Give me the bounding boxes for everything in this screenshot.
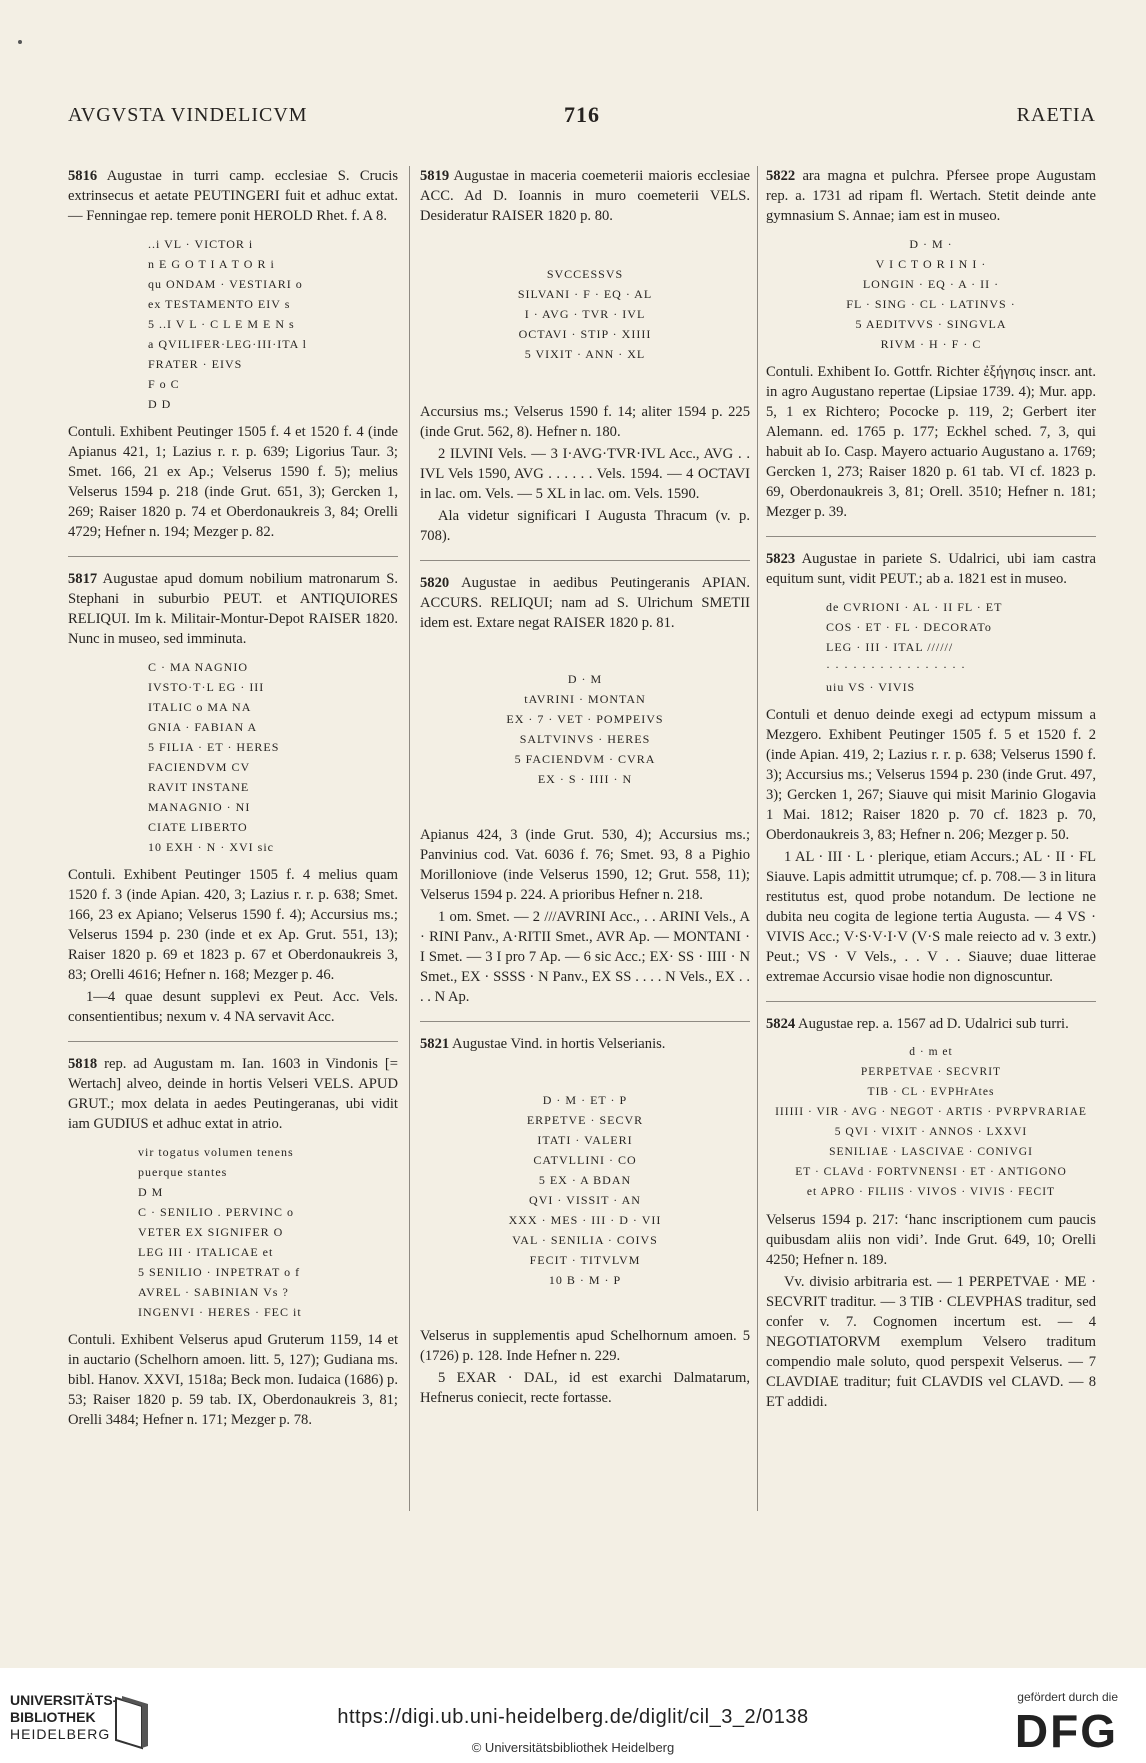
inscription-line: ERPETVE · SECVR [526,1113,644,1127]
inscription-line: 5 EX · A BDAN [538,1173,632,1187]
entry-comment: Velserus 1594 p. 217: ‘hanc inscriptionem cum paucis quibusdam aliis non vidi’. Inde Grut. 649, 10; Orelli 4250; Hefner n. 189. [766,1212,1096,1268]
permalink-url[interactable]: https://digi.ub.uni-heidelberg.de/diglit/cil_3_2/0138 [337,1706,809,1728]
inscription-line: INGENVI · HERES · FEC it [138,1305,302,1319]
entry-comment: Velserus in supplementis apud Schelhornum amoen. 5 (1726) p. 128. Inde Hefner n. 229. [420,1328,750,1364]
entry-separator [68,556,398,557]
entry-comment: Accursius ms.; Velserus 1590 f. 14; aliter 1594 p. 225 (inde Grut. 562, 8). Hefner n. 180. [420,404,750,440]
inscription [68,657,398,857]
inscription-line: GNIA · FABIAN A [148,720,258,734]
inscription-line: 5 FILIA · ET · HERES [148,740,280,754]
entry-intro [420,573,750,633]
inscription-line: PERPETVAE · SECVRIT [860,1066,1002,1078]
entry-comment: Contuli et denuo deinde exegi ad ectypum missum a Mezgero. Exhibent Peutinger 1505 f. 5 et 1520 f. 2 (inde Apian. 419, 2; Lazius r. r. p. 638; Velserus 1590 f. 3); Accursius ms.; Velserus 1594 p. 230 (inde Grut. 497, 3); Gercken 1, 267; Siauve qui misit Marinio Glogavia 1 Mai. 1812; Raiser 1820 p. 70 cf. 1823 p. 70, Oberdonaukreis 3, 83; Hefner n. 206; Mezger p. 50. [766,707,1096,843]
inscription-line: FACIENDVM CV [148,760,251,774]
inscription-line: LEG III · ITALICAE et [138,1245,274,1259]
inscription [420,669,750,789]
entry-intro [68,1054,398,1134]
inscription [68,1142,398,1322]
inscription-line: LEG · III · ITAL ////// [826,640,954,654]
inscription-line: F o C [148,377,180,391]
inscription-line: D M [138,1185,164,1199]
inscription-line: FL · SING · CL · LATINVS · [846,297,1016,311]
column-3 [766,166,1096,1414]
inscription-line: de CVRIONI · AL · II FL · ET [826,600,1003,614]
inscription-line: AVREL · SABINIAN Vs ? [138,1285,289,1299]
entry-intro-text: Augustae in aedibus Peutingeranis APIAN. ACCURS. RELIQUI; nam ad S. Ulrichum SMETII idem est. Extare negat RAISER 1820 p. 81. [420,575,750,631]
inscription-line: 5 AEDITVVS · SINGVLA [855,317,1007,331]
entry-separator [420,560,750,561]
inscription-line: n E G O T I A T O R i [148,257,275,271]
entry-number: 5824 [766,1016,796,1032]
entry-5822 [766,166,1096,522]
entry-note: 5 EXAR · DAL, id est exarchi Dalmatarum, Hefnerus coniecit, recte fortasse. [420,1370,750,1406]
inscription-line: TIB · CL · EVPHrAtes [867,1086,995,1098]
entry-number: 5818 [68,1056,98,1072]
inscription [766,1042,1096,1202]
entry-note: 1—4 quae desunt supplevi ex Peut. Acc. Vels. consentientibus; nexum v. 4 NA servavit Acc. [68,989,398,1025]
digitization-footer [0,1668,1146,1763]
column-1 [68,166,398,1432]
entry-note: 1 AL · III · L · plerique, etiam Accurs.; AL · II · FL Siauve. Lapis admittit utrumque; cf. p. 708.— 3 in litura restitutus est, quod probe notandum. De lectione ne dubita neu cogita de legione tertia Augusta. — 4 VS · VIVIS Acc.; V·S·V·I·V (V·S male reiecto ad v. 3 extr.) Peut.; VS · V Vels., . . V . . Siauve; duae litterae extremae Accursio visae hodie non dignoscuntur. [766,849,1096,985]
entry-comment: Contuli. Exhibent Peutinger 1505 f. 4 et 1520 f. 4 (inde Apianus 421, 1; Lazius r. r. p. 639; Ligorius Taur. 3; Smet. 166, 21 ex Ap.; Velserus 1590 f. 5); melius Velserus 1594 p. 218 (inde Grut. 651, 3); Gercken 1, 269; Raiser 1820 p. 74 et Oberdonaukreis 3, 84; Orelli 4729; Hefner n. 194; Mezger p. 82. [68,424,398,540]
library-name-line: UNIVERSITÄTS- [10,1692,118,1708]
inscription-line: d · m et [909,1046,953,1058]
inscription-line: 5 FACIENDVM · CVRA [514,752,656,766]
entry-number: 5822 [766,168,796,184]
entry-separator [766,1001,1096,1002]
inscription-line: uiu VS · VIVIS [826,680,916,694]
inscription-line: COS · ET · FL · DECORATo [826,620,992,634]
library-name-line: HEIDELBERG [10,1726,111,1742]
entry-intro-text: Augustae in pariete S. Udalrici, ubi iam castra equitum sunt, vidit PEUT.; ab a. 1821 est in museo. [766,551,1096,587]
inscription-line: FRATER · EIVS [148,357,243,371]
inscription-line: SENILIAE · LASCIVAE · CONIVGI [829,1146,1033,1158]
inscription-line: 5 ..I V L · C L E M E N s [148,317,295,331]
inscription-line: CATVLLINI · CO [533,1153,637,1167]
inscription-line: ITALIC o MA NA [148,700,252,714]
margin-dot [18,40,22,44]
inscription-line: 10 B · M · P [548,1273,622,1287]
inscription-line: 5 VIXIT · ANN · XL [524,347,646,361]
entry-intro-text: Augustae rep. a. 1567 ad D. Udalrici sub turri. [798,1016,1069,1032]
inscription-line: D · M [567,672,603,686]
entry-note: 2 ILVINI Vels. — 3 I·AVG·TVR·IVL Acc., AVG . . IVL Vels 1590, AVG . . . . . . Vels. 1594. — 4 OCTAVI in lac. om. Vels. — 5 XL in lac. om. Vels. 1590. [420,446,750,502]
inscription-line: VAL · SENILIA · COIVS [512,1233,658,1247]
entry-separator [420,1021,750,1022]
copyright-notice: © Universitätsbibliothek Heidelberg [471,1740,675,1755]
inscription-line: ..i VL · VICTOR i [148,237,254,251]
inscription-line: QVI · VISSIT · AN [529,1193,641,1207]
inscription-line: 5 QVI · VIXIT · ANNOS · LXXVI [834,1126,1028,1138]
entry-separator [68,1041,398,1042]
inscription-line: I · AVG · TVR · IVL [524,307,646,321]
entry-intro-text: Augustae apud domum nobilium matronarum S. Stephani in suburbio PEUT. et ANTIQUIORES RELIQUI. Im k. Militair-Montur-Depot RAISER 1820. Nunc in museo, sed imminuta. [68,571,398,647]
inscription-line: vir togatus volumen tenens [138,1145,294,1159]
entry-intro-text: Augustae in maceria coemeterii maioris ecclesiae ACC. Ad D. Ioannis in muro coemeterii VELS. Desideratur RAISER 1820 p. 80. [420,168,750,224]
entry-5821 [420,1034,750,1408]
page-header [68,104,1096,136]
inscription-line: EX · S · IIII · N [537,772,633,786]
inscription-line: D · M · ET · P [542,1093,628,1107]
inscription [420,1090,750,1290]
inscription-line: FECIT · TITVLVM [529,1253,641,1267]
inscription-line: C · MA NAGNIO [148,660,248,674]
inscription [68,234,398,414]
entry-note: Ala videtur significari I Augusta Thracum (v. p. 708). [420,508,750,544]
entry-number: 5820 [420,575,450,591]
entry-intro [68,569,398,649]
inscription-line: 10 EXH · N · XVI sic [148,840,274,854]
inscription-line: CIATE LIBERTO [148,820,248,834]
entry-number: 5819 [420,168,450,184]
inscription-line: SALTVINVS · HERES [519,732,651,746]
entry-5818 [68,1054,398,1430]
inscription-line: SVCCESSVS [546,267,624,281]
inscription-line: V I C T O R I N I · [875,257,987,271]
entry-comment: Contuli. Exhibent Io. Gottfr. Richter ἐξήγησις inscr. ant. in agro Augustano repertae (Lipsiae 1739. 4); Mur. app. 5, 1 ex Richtero; Pococke p. 119, 2; Gerbert iter Alemann. ed. 1765 p. 177; Eckhel sched. 7, 3, qui habuit ab Io. Casp. Mayero actuario Augustano a. 1769; Gercken 1, 273; Raiser 1820 p. 61 tab. VI cf. 1823 p. 69, Oberdonaukreis 3, 81; Orell. 3510; Hefner n. 181; Mezger p. 39. [766,364,1096,520]
inscription-line: RIVM · H · F · C [880,337,982,351]
entry-5819 [420,166,750,546]
entry-5824 [766,1014,1096,1412]
entry-intro [766,1014,1096,1034]
entry-comment: Contuli. Exhibent Peutinger 1505 f. 4 melius quam 1520 f. 3 (inde Apian. 420, 3; Lazius r. r. p. 638; Smet. 166, 23 ex Apiano; Velserus 1590 f. 4); Accursius ms.; Velserus 1594 p. 230 (inde et ex Ap. Grut. 551, 13); Raiser 1820 p. 69 et 1823 p. 67 et Oberdonaukreis 3, 83; Orelli 4616; Hefner n. 168; Mezger p. 46. [68,867,398,983]
inscription-line: IVSTO·T·L EG · III [148,680,265,694]
library-name-line: BIBLIOTHEK [10,1709,96,1725]
entry-number: 5823 [766,551,796,567]
inscription-line: ET · CLAVd · FORTVNENSI · ET · ANTIGONO [795,1166,1067,1178]
inscription-line: ITATI · VALERI [537,1133,633,1147]
inscription-line: VETER EX SIGNIFER O [138,1225,284,1239]
inscription-line: MANAGNIO · NI [148,800,251,814]
entry-5820 [420,573,750,1007]
inscription-line: EX · 7 · VET · POMPEIVS [506,712,664,726]
column-2 [420,166,750,1410]
entry-comment: Apianus 424, 3 (inde Grut. 530, 4); Accursius ms.; Panvinius cod. Vat. 6036 f. 76; Smet. 93, 8 a Pighio Morilloniove (inde Velserus 1590, 12; Grut. 558, 11); Velserus 1594 p. 224. A prioribus Hefner n. 218. [420,827,750,903]
inscription-line: et APRO · FILIIS · VIVOS · VIVIS · FECIT [806,1186,1056,1198]
inscription [766,597,1096,697]
entry-number: 5821 [420,1036,450,1052]
entry-5823 [766,549,1096,987]
inscription-line: C · SENILIO . PERVINC o [138,1205,295,1219]
entry-intro-text: Augustae Vind. in hortis Velserianis. [452,1036,666,1052]
entry-intro [766,549,1096,589]
inscription [766,234,1096,354]
inscription-line: SILVANI · F · EQ · AL [517,287,653,301]
inscription-line: OCTAVI · STIP · XIIII [518,327,652,341]
entry-number: 5816 [68,168,98,184]
entry-note: 1 om. Smet. — 2 ///AVRINI Acc., . . ARINI Vels., A · RINI Panv., A·RITII Smet., AVR Ap. — MONTANI · I Smet. — 3 I pro 7 Ap. — 6 sic Acc.; EX· SS · IIII · N Smet., EX · SSSS · N Panv., EX SS . . . . N Vels., EX . . . . N Ap. [420,909,750,1005]
inscription-line: D · M · [909,237,953,251]
inscription-line: qu ONDAM · VESTIARI o [148,277,303,291]
entry-intro [420,166,750,226]
dfg-logo: DFG [1014,1705,1118,1757]
entry-intro-text: ara magna et pulchra. Pfersee prope Augustam rep. a. 1731 ad ripam fl. Wertach. Stetit deinde ante gymnasium S. Annae; iam est in museo. [766,168,1096,224]
inscription [420,264,750,364]
entry-comment: Contuli. Exhibent Velserus apud Gruterum 1159, 14 et in auctario (Schelhorn amoen. litt. 5, 127); Gudiana ms. bibl. Hanov. XXVI, 1518a; Beck mon. Iudaica (1686) p. 53; Raiser 1820 p. 59 tab. IX, Oberdonaukreis 3, 81; Orelli 3484; Hefner n. 171; Mezger p. 78. [68,1332,398,1428]
entry-intro [766,166,1096,226]
inscription-line: · · · · · · · · · · · · · · · · [826,660,966,674]
running-head-right: RAETIA [1016,104,1096,126]
entry-intro [68,166,398,226]
running-head-left: AVGVSTA VINDELICVM [68,104,308,126]
column-divider [409,166,410,1511]
inscription-line: ex TESTAMENTO EIV s [148,297,291,311]
inscription-line: a QVILIFER·LEG·III·ITA l [148,337,307,351]
entry-note: Vv. divisio arbitraria est. — 1 PERPETVAE · ME · SECVRIT traditur. — 3 TIB · CLEVPHAS traditur, sed confer v. 7. Cognomen incertum est. — 4 NEGOTIATORVM exemplum Velsero traditum compendio male soluto, quod perspexit Velserus. — 7 CLAVDIAE traditur; fuit CLAVDIS vel CLAVD. — 8 ET addidi. [766,1274,1096,1410]
entry-intro-text: rep. ad Augustam m. Ian. 1603 in Vindonis [= Wertach] alveo, deinde in hortis Velseri VELS. APUD GRUT.; mox delata in aedes Peutingeranas, ubi vidit iam GUDIUS et adhuc extat in atrio. [68,1056,398,1132]
entry-5816 [68,166,398,542]
inscription-line: LONGIN · EQ · A · II · [862,277,1000,291]
entry-intro-text: Augustae in turri camp. ecclesiae S. Crucis extrinsecus et aetate PEUTINGERI fuit et adhuc extat. — Fenningae rep. temere ponit HEROLD Rhet. f. A 8. [68,168,398,224]
inscription-line: IIIIII · VIR · AVG · NEGOT · ARTIS · PVRPVRARIAE [775,1106,1087,1118]
entry-5817 [68,569,398,1027]
sponsor-label: gefördert durch die [1017,1690,1118,1704]
page-number: 716 [564,102,600,127]
inscription-line: D D [148,397,172,411]
inscription-line: puerque stantes [138,1165,228,1179]
inscription-line: tAVRINI · MONTAN [524,692,646,706]
column-divider [757,166,758,1511]
inscription-line: 5 SENILIO · INPETRAT o f [138,1265,301,1279]
inscription-line: RAVIT INSTANE [148,780,250,794]
entry-number: 5817 [68,571,98,587]
entry-intro [420,1034,750,1054]
entry-separator [766,536,1096,537]
inscription-line: XXX · MES · III · D · VII [508,1213,662,1227]
